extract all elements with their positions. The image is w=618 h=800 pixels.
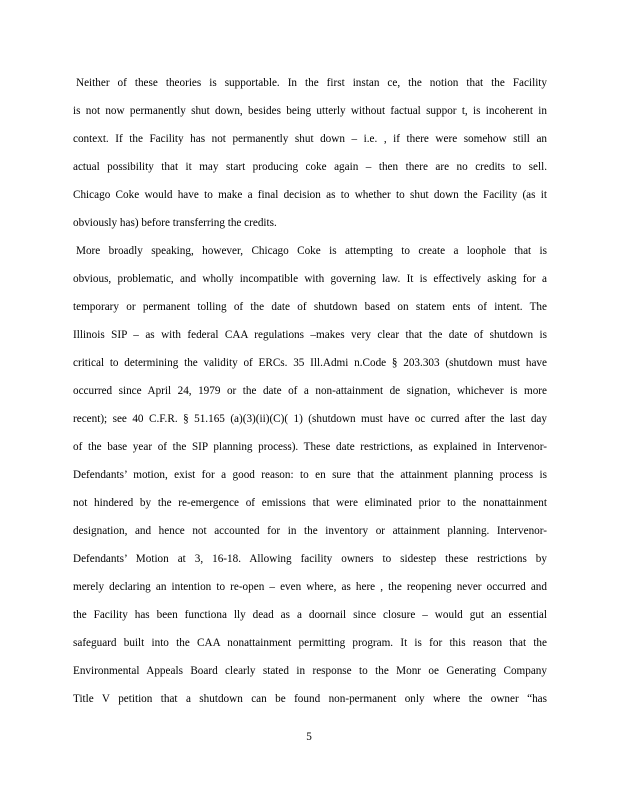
- text-line: Environmental Appeals Board clearly stated in response to the Monr oe Generating Company: [73, 665, 547, 677]
- text-line: context. If the Facility has not permanently shut down – i.e. , if there were somehow still an: [73, 133, 547, 145]
- text-line: the Facility has been functiona lly dead as a doornail since closure – would gut an essential: [73, 609, 547, 621]
- text-line: Defendants’ motion, exist for a good reason: to en sure that the attainment planning process is: [73, 469, 547, 481]
- text-line: Illinois SIP – as with federal CAA regulations –makes very clear that the date of shutdown is: [73, 329, 547, 341]
- text-line: temporary or permanent tolling of the date of shutdown based on statem ents of intent. The: [73, 301, 547, 313]
- text-line: not hindered by the re-emergence of emissions that were eliminated prior to the nonattainment: [73, 497, 547, 509]
- text-line: critical to determining the validity of ERCs. 35 Ill.Admi n.Code § 203.303 (shutdown must have: [73, 357, 547, 369]
- text-line: designation, and hence not accounted for in the inventory or attainment planning. Intervenor-: [73, 525, 547, 537]
- text-line: obviously has) before transferring the credits.: [73, 217, 277, 229]
- text-line: actual possibility that it may start producing coke again – then there are no credits to sell.: [73, 161, 547, 173]
- page-number: 5: [306, 731, 312, 743]
- text-line: Neither of these theories is supportable. In the first instan ce, the notion that the Facility: [76, 77, 547, 89]
- text-line: obvious, problematic, and wholly incompatible with governing law. It is effectively asking for a: [73, 273, 547, 285]
- text-line: More broadly speaking, however, Chicago Coke is attempting to create a loophole that is: [76, 245, 547, 257]
- text-line: of the base year of the SIP planning process). These date restrictions, as explained in Intervenor-: [73, 441, 547, 453]
- text-line: Defendants’ Motion at 3, 16-18. Allowing facility owners to sidestep these restrictions by: [73, 553, 547, 565]
- text-line: occurred since April 24, 1979 or the date of a non-attainment de signation, whichever is more: [73, 385, 547, 397]
- text-line: Chicago Coke would have to make a final decision as to whether to shut down the Facility (as it: [73, 189, 547, 201]
- text-line: Title V petition that a shutdown can be found non-permanent only where the owner “has: [73, 693, 547, 705]
- text-line: is not now permanently shut down, besides being utterly without factual suppor t, is incoherent in: [73, 105, 547, 117]
- text-line: merely declaring an intention to re-open – even where, as here , the reopening never occurred and: [73, 581, 547, 593]
- text-line: safeguard built into the CAA nonattainment permitting program. It is for this reason that the: [73, 637, 547, 649]
- body-text: [73, 69, 547, 713]
- text-line: recent); see 40 C.F.R. § 51.165 (a)(3)(ii)(C)( 1) (shutdown must have oc curred after the last day: [73, 413, 547, 425]
